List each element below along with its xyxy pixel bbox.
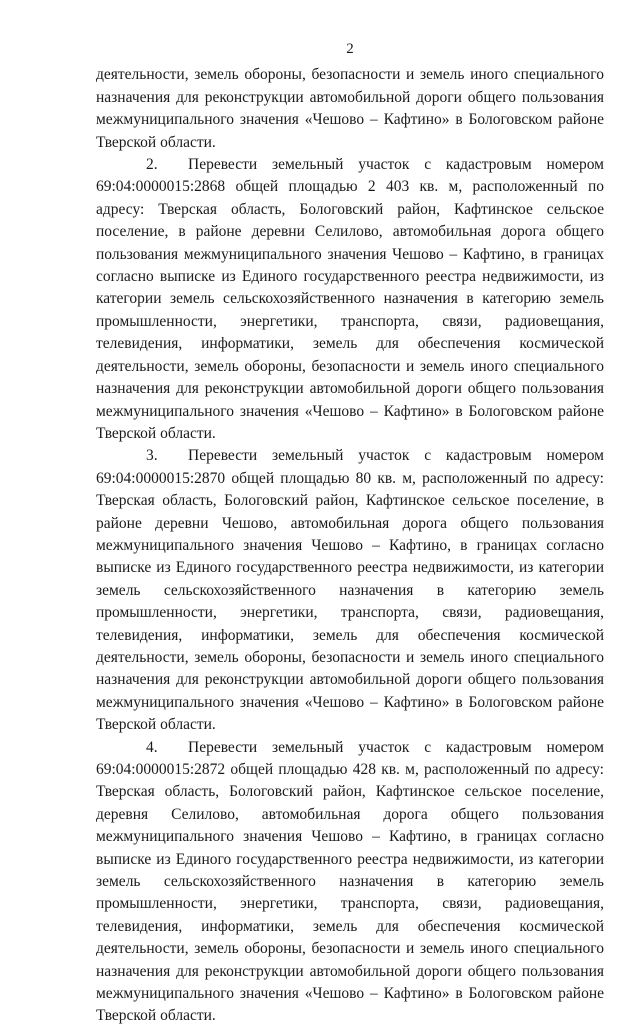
item-number: 3. (146, 447, 158, 465)
item-text: Перевести земельный участок с кадастровым номером 69:04:0000015:2868 общей площадью 2 403 кв. м, расположенный по адресу: Тверская область, Бологовский район, Кафтинское сельское поселение, в районе деревни Селилово, автомобильная дорога общего пользования межмуниципального значения Чешово – Кафтино, в границах согласно выписке из Единого государственного реестра недвижимости, из категории земель сельскохозяйственного назначения в категорию земель промышленности, энергетики, транспорта, связи, радиовещания, телевидения, информатики, земель для обеспечения космической деятельности, земель обороны, безопасности и земель иного специального назначения для реконструкции автомобильной дороги общего пользования межмуниципального значения «Чешово – Кафтино» в Бологовском районе Тверской области. (96, 156, 604, 442)
page-number: 2 (346, 41, 354, 57)
item-text: Перевести земельный участок с кадастровым номером 69:04:0000015:2870 общей площадью 80 кв. м, расположенный по адресу: Тверская область, Бологовский район, Кафтинское сельское поселение, в районе деревни Чешово, автомобильная дорога общего пользования межмуниципального значения Чешово – Кафтино, в границах согласно выписке из Единого государственного реестра недвижимости, из категории земель сельскохозяйственного назначения в категорию земель промышленности, энергетики, транспорта, связи, радиовещания, телевидения, информатики, земель для обеспечения космической деятельности, земель обороны, безопасности и земель иного специального назначения для реконструкции автомобильной дороги общего пользования межмуниципального значения «Чешово – Кафтино» в Бологовском районе Тверской области. (96, 447, 604, 734)
list-item-2 (96, 154, 604, 445)
list-item-3 (96, 445, 604, 736)
item-text: Перевести земельный участок с кадастровым номером 69:04:0000015:2872 общей площадью 428 кв. м, расположенный по адресу: Тверская область, Бологовский район, Кафтинское сельское поселение, деревня Селилово, автомобильная дорога общего пользования межмуниципального значения Чешово – Кафтино, в границах согласно выписке из Единого государственного реестра недвижимости, из категории земель сельскохозяйственного назначения в категорию земель промышленности, энергетики, транспорта, связи, радиовещания, телевидения, информатики, земель для обеспечения космической деятельности, земель обороны, безопасности и земель иного специального назначения для реконструкции автомобильной дороги общего пользования межмуниципального значения «Чешово – Кафтино» в Бологовском районе Тверской области. (96, 738, 604, 1025)
list-item-4 (96, 737, 604, 1028)
intro-paragraph: деятельности, земель обороны, безопасности и земель иного специального назначения для реконструкции автомобильной дороги общего пользования межмуниципального значения «Чешово – Кафтино» в Бологовском районе Тверской области. (96, 66, 604, 151)
document-page (96, 38, 604, 1028)
item-number: 4. (146, 738, 158, 756)
item-number: 2. (146, 156, 158, 174)
